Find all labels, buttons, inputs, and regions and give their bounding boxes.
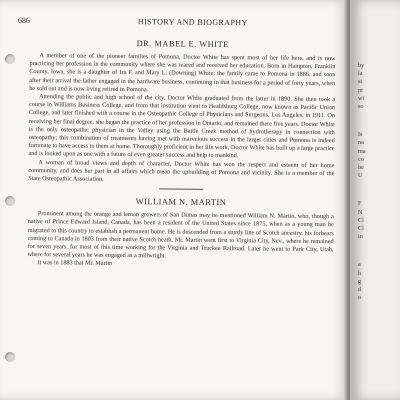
facing-line: h	[358, 269, 362, 277]
biography-entry	[27, 196, 334, 271]
punch-hole-icon	[5, 54, 15, 64]
facing-line: Cl	[358, 225, 364, 233]
facing-line: N	[358, 208, 363, 216]
page-text-block	[17, 14, 336, 271]
page-number: 686	[17, 15, 30, 25]
facing-line: pr	[358, 86, 364, 94]
facing-line: in	[358, 233, 363, 241]
facing-line: U	[358, 172, 363, 180]
facing-line: F	[358, 200, 362, 208]
facing-line: la	[358, 70, 363, 78]
facing-line: na	[358, 139, 364, 147]
facing-line: so	[358, 103, 364, 111]
facing-gap	[358, 241, 398, 261]
section-divider	[159, 189, 203, 190]
facing-line: d	[358, 286, 362, 294]
biography-paragraph: A woman of broad views and depth of character, Doctor White has won the respect and esteem of her home community, and does her part in all affairs which mean the upbuilding of Pomona and vicinity. She is a member of the State Osteopathic Association.	[28, 158, 335, 183]
biography-title: WILLIAM N. MARTIN	[135, 197, 227, 208]
punch-hole-icon	[5, 352, 15, 362]
biography-paragraph: Attending the public and high school of the city, Doctor White graduated from the latter in 1890. She then took a course in Williams Business College, and from that institution went to Healdsburg College, now known as Pacific Union College, and later finished with a course in the Osteopathic College of Physicians and Surgeons, Los Angeles, in 1911. On receiving her final degree, she began the practice of her profession in Ontario, and remained there five years. Doctor White is the only osteopathic physician in the Valley using the Battle Creek method of hydrotherapy in connection with osteopathy; this combination of treatments having met with marvelous success in the larger cities and Pomona is indeed fortunate to have access to them at home. Thoroughly proficient in her life work, Doctor White has built up a large practice and is looked upon as one with a future of even greater success and help to mankind.	[28, 93, 336, 160]
running-head	[18, 14, 336, 31]
biography-paragraph: It was in 1883 that Mr. Martin	[37, 259, 113, 268]
facing-line: Is	[358, 131, 363, 139]
biography-paragraph: A member of one of the pioneer families of Pomona, Doctor White has spent most of her life here, and is now practicing her profession in the community where she was reared and received her education. Born in Hampton, Franklin County, Iowa, she is a daughter of Ira F. and Mary L. (Downing) White; the family came to Pomona in 1886, and soon after their arrival the father engaged in the hardware business, continuing in that business for a period of forty years, when he sold out and is now living retired in Pomona.	[29, 52, 336, 94]
facing-gap	[358, 111, 398, 131]
facing-line: be	[358, 164, 364, 172]
facing-line: co	[358, 155, 364, 163]
facing-line: ma	[358, 147, 366, 155]
facing-line: Cl	[358, 216, 364, 224]
punch-hole-icon	[5, 196, 15, 206]
biography-title: DR. MABEL E. WHITE	[136, 39, 229, 50]
facing-line: a	[358, 261, 361, 269]
facing-page-text	[358, 62, 398, 302]
facing-line: g	[358, 277, 362, 285]
running-head-title: HISTORY AND BIOGRAPHY	[137, 17, 248, 28]
facing-line: o	[358, 294, 362, 302]
facing-line: wi	[358, 94, 365, 102]
facing-gap	[358, 180, 398, 200]
biography-entry	[28, 38, 336, 186]
facing-line: by	[358, 62, 365, 69]
facing-line: st	[358, 78, 363, 86]
biography-paragraph: Prominent among the orange and lemon growers of San Dimas may be mentioned William N. Martin, who, though a native of Prince Edward Island, Canada, has been a resident of the United States since 1875, when as a young man he migrated to this country to establish a permanent home. He is descended from a sturdy line of Scotch ancestry, his forbears coming to Canada in 1803 from their native Scotch heath. Mr. Martin went first to Virginia City, Nev., where he remained for seven years, for most of this time working for the Virginia and Truckee Railroad. Later he went to Park City, Utah, where for several years he was engaged as a millwright.	[27, 210, 334, 260]
